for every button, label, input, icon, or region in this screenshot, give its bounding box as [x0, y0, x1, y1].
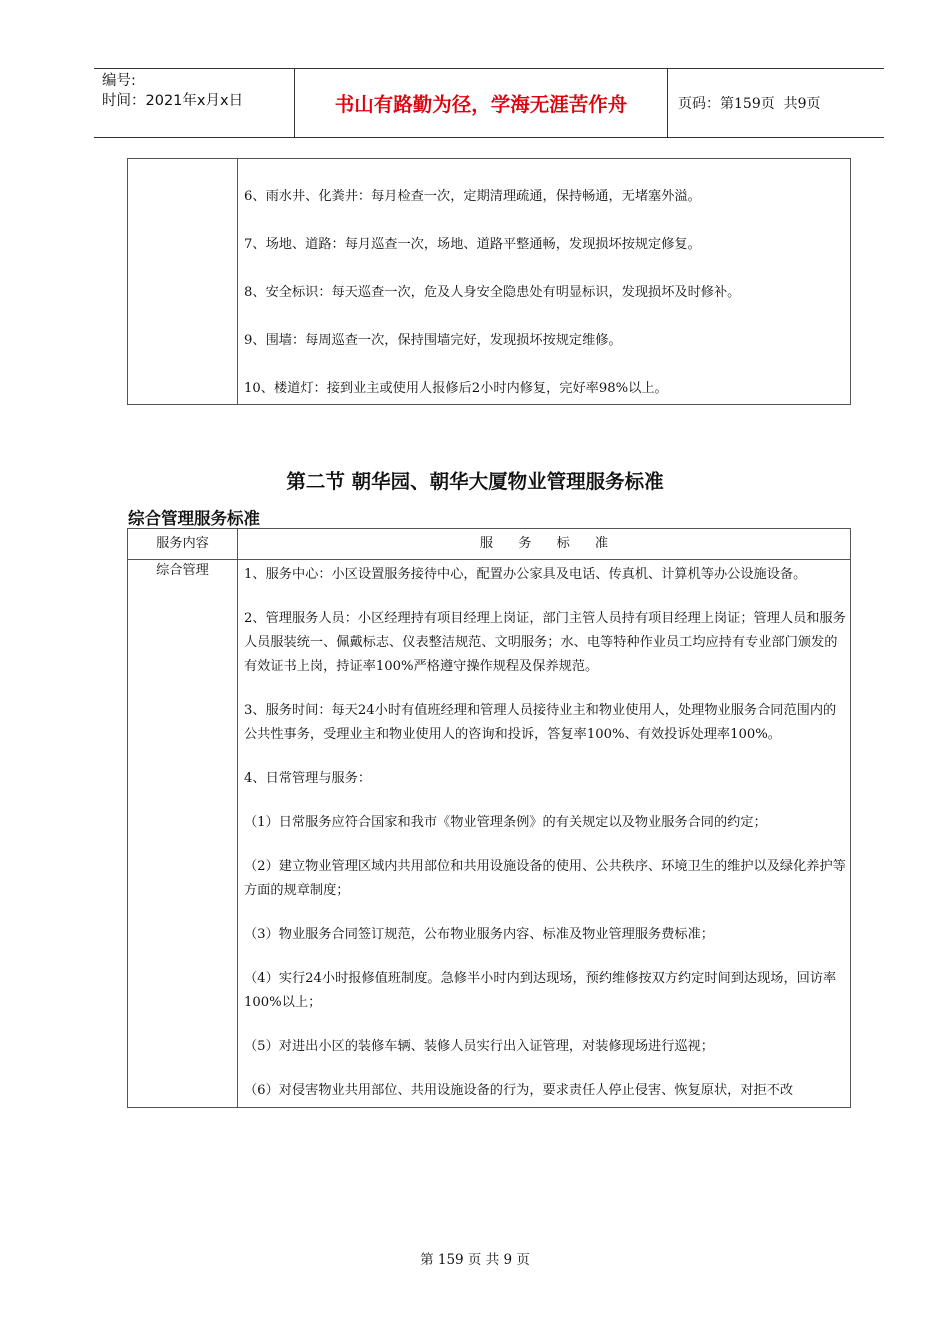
table-row [128, 159, 851, 405]
section-title: 第二节 朝华园、朝华大厦物业管理服务标准 [286, 470, 664, 493]
standards-cell [238, 159, 851, 405]
list-item: （5）对进出小区的装修车辆、装修人员实行出入证管理，对装修现场进行巡视； [244, 1039, 714, 1054]
number-label: 编号: [102, 73, 136, 89]
list-item: （3）物业服务合同签订规范，公布物业服务内容、标准及物业管理服务费标准； [244, 927, 714, 942]
list-item: 10、楼道灯：接到业主或使用人报修后2小时内修复，完好率98%以上。 [244, 381, 668, 396]
sub-title: 综合管理服务标准 [128, 509, 260, 528]
list-item: 1、服务中心：小区设置服务接待中心，配置办公家具及电话、传真机、计算机等办公设施设备。 [244, 567, 807, 582]
service-standard-table [127, 528, 851, 1108]
list-item: 4、日常管理与服务： [244, 771, 372, 786]
header-motto: 书山有路勤为径，学海无涯苦作舟 [294, 69, 668, 137]
list-item: （4）实行24小时报修值班制度。急修半小时内到达现场，预约维修按双方约定时间到达现场，回访率100%以上； [244, 971, 837, 1010]
header-page-info [678, 69, 821, 137]
list-item: 3、服务时间：每天24小时有值班经理和管理人员接待业主和物业使用人，处理物业服务合同范围内的公共性事务，受理业主和物业使用人的咨询和投诉，答复率100%、有效投诉处理率100%。 [244, 703, 837, 742]
header-meta [102, 71, 292, 111]
list-item: （6）对侵害物业共用部位、共用设施设备的行为，要求责任人停止侵害、恢复原状，对拒不改 [244, 1083, 794, 1098]
footer-page-number: 第 159 页 共 9 页 [420, 1252, 530, 1268]
row-label-empty [128, 159, 238, 405]
list-item: 9、围墙：每周巡查一次，保持围墙完好，发现损坏按规定维修。 [244, 333, 622, 348]
time-label: 时间：2021年x月x日 [102, 93, 244, 109]
table-row [128, 560, 851, 1108]
page-header [94, 68, 884, 138]
header-service-standard: 服 务 标 准 [238, 529, 851, 560]
table-header-row [128, 529, 851, 560]
list-item: 2、管理服务人员：小区经理持有项目经理上岗证，部门主管人员持有项目经理上岗证；管理人员和服务人员服装统一、佩戴标志、仪表整洁规范、文明服务；水、电等特种作业员工均应持有专业部门颁发的有效证书上岗，持证率100%严格遵守操作规程及保养规范。 [244, 611, 846, 674]
list-item: 8、安全标识：每天巡查一次，危及人身安全隐患处有明显标识，发现损坏及时修补。 [244, 285, 741, 300]
list-item: 6、雨水井、化粪井：每月检查一次，定期清理疏通，保持畅通，无堵塞外溢。 [244, 189, 701, 204]
row-label: 综合管理 [128, 560, 238, 1108]
list-item: （2）建立物业管理区域内共用部位和共用设施设备的使用、公共秩序、环境卫生的维护以及绿化养护等方面的规章制度； [244, 859, 846, 898]
page-info-text: 页码：第159页 共9页 [678, 96, 821, 112]
maintenance-table [127, 158, 851, 405]
standards-cell [238, 560, 851, 1108]
page-footer [0, 1248, 950, 1268]
header-service-content: 服务内容 [128, 529, 238, 560]
list-item: 7、场地、道路：每月巡查一次，场地、道路平整通畅，发现损坏按规定修复。 [244, 237, 701, 252]
list-item: （1）日常服务应符合国家和我市《物业管理条例》的有关规定以及物业服务合同的约定； [244, 815, 767, 830]
